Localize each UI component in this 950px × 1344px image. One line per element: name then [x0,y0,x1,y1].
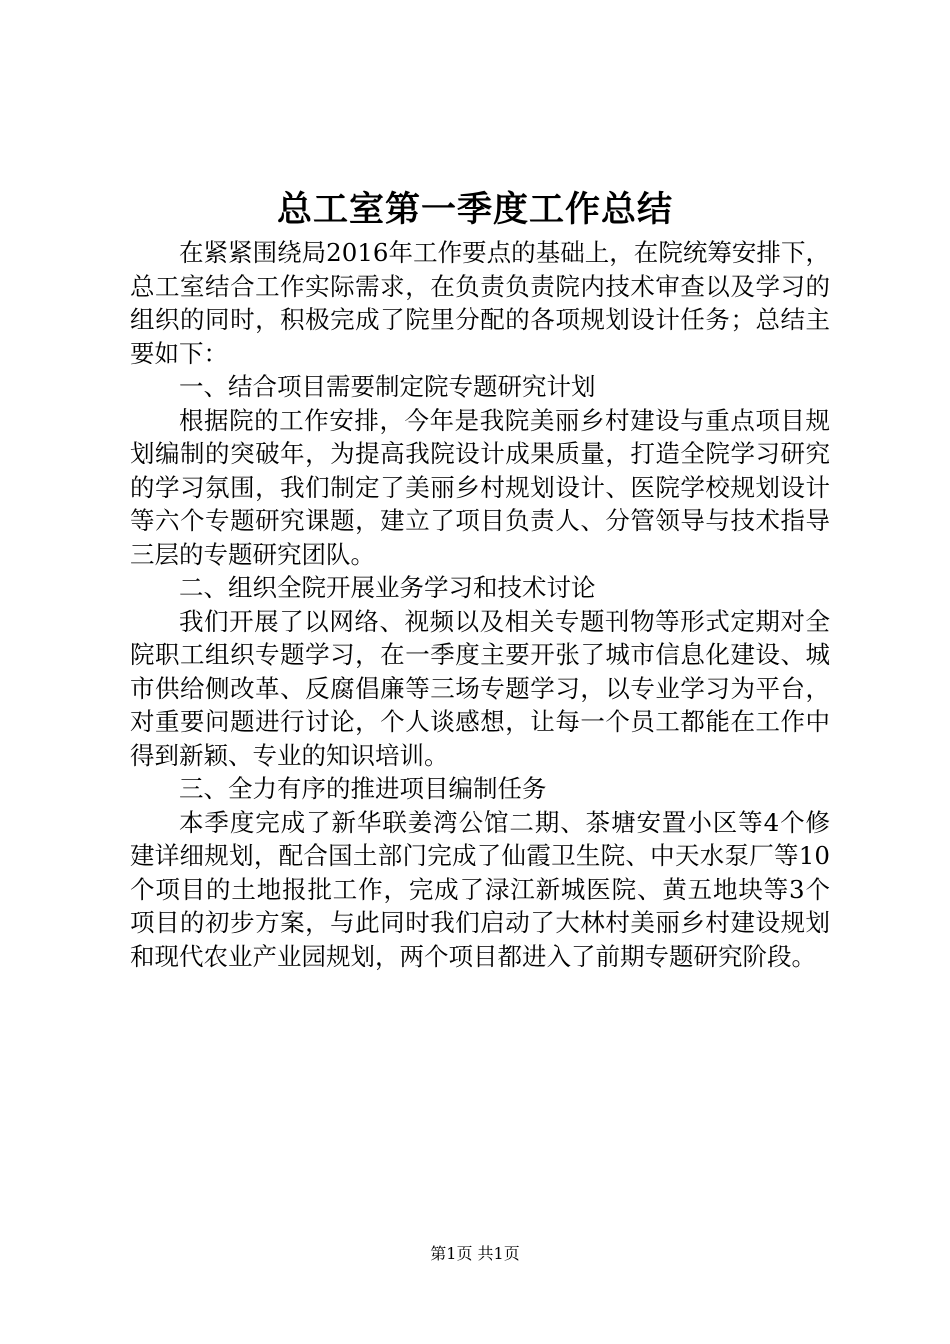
document-body [130,236,830,973]
section-heading-2: 二、组织全院开展业务学习和技术讨论 [179,573,596,602]
section-heading-1: 一、结合项目需要制定院专题研究计划 [179,372,596,401]
section-paragraph-2: 我们开展了以网络、视频以及相关专题刊物等形式定期对全院职工组织专题学习，在一季度主要开张了城市信息化建设、城市供给侧改革、反腐倡廉等三场专题学习，以专业学习为平台，对重要问题进行讨论，个人谈感想，让每一个员工都能在工作中得到新颖、专业的知识培训。 [130,606,830,770]
section-paragraph-1: 根据院的工作安排，今年是我院美丽乡村建设与重点项目规划编制的突破年，为提高我院设计成果质量，打造全院学习研究的学习氛围，我们制定了美丽乡村规划设计、医院学校规划设计等六个专题研究课题，建立了项目负责人、分管领导与技术指导三层的专题研究团队。 [130,405,830,569]
document-title: 总工室第一季度工作总结 [276,189,673,230]
intro-paragraph: 在紧紧围绕局2016年工作要点的基础上，在院统筹安排下，总工室结合工作实际需求，在负责负责院内技术审查以及学习的组织的同时，积极完成了院里分配的各项规划设计任务；总结主要如下： [130,238,830,368]
section-heading-3: 三、全力有序的推进项目编制任务 [179,774,547,803]
section-paragraph-3: 本季度完成了新华联姜湾公馆二期、茶塘安置小区等4个修建详细规划，配合国土部门完成了仙霞卫生院、中天水泵厂等10个项目的土地报批工作，完成了渌江新城医院、黄五地块等3个项目的初步方案，与此同时我们启动了大林村美丽乡村建设规划和现代农业产业园规划，两个项目都进入了前期专题研究阶段。 [130,807,830,971]
page-footer: 第1页 共1页 [430,1244,520,1263]
